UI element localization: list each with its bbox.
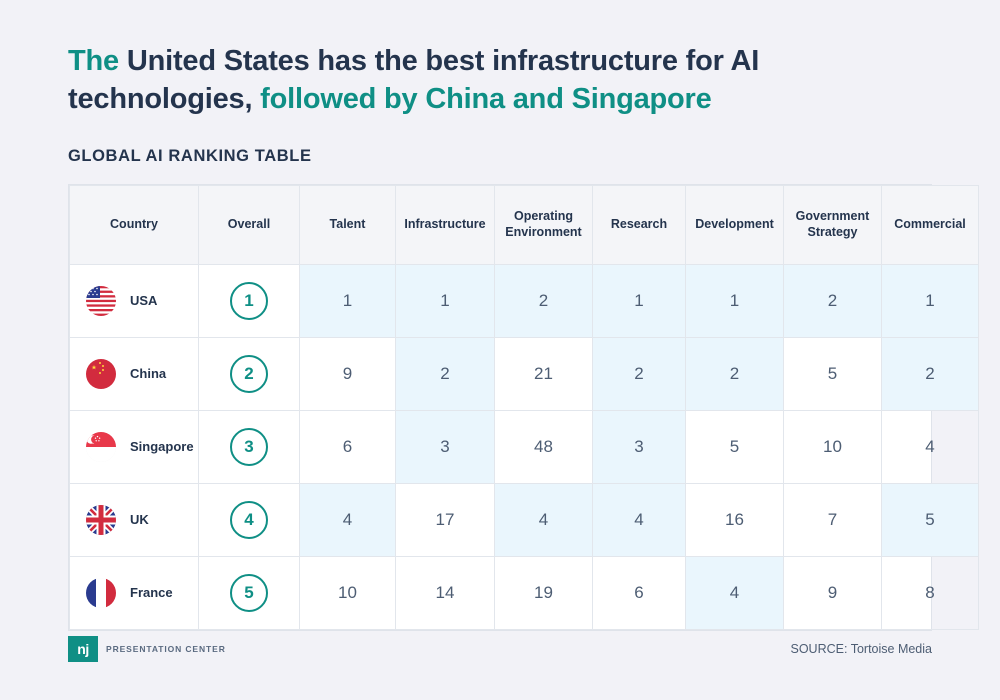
table-body — [70, 264, 979, 629]
overall-rank-badge: 4 — [230, 501, 268, 539]
talent-cell: 9 — [300, 337, 396, 410]
country-cell — [70, 264, 199, 337]
research-cell: 4 — [593, 483, 686, 556]
commercial-cell: 8 — [882, 556, 979, 629]
commercial-cell: 4 — [882, 410, 979, 483]
operating-environment-cell: 19 — [495, 556, 593, 629]
country-name: USA — [130, 293, 158, 309]
talent-cell: 1 — [300, 264, 396, 337]
research-cell: 6 — [593, 556, 686, 629]
operating-environment-cell: 2 — [495, 264, 593, 337]
development-cell: 5 — [686, 410, 784, 483]
column-header-overall: Overall — [199, 185, 300, 264]
flag-usa-icon — [86, 286, 116, 316]
country-cell — [70, 556, 199, 629]
overall-rank-cell — [199, 264, 300, 337]
table-row — [70, 337, 979, 410]
operating-environment-cell: 4 — [495, 483, 593, 556]
column-header-infrastructure: Infrastructure — [396, 185, 495, 264]
column-header-research: Research — [593, 185, 686, 264]
table-header-row — [70, 185, 979, 264]
government-strategy-cell: 10 — [784, 410, 882, 483]
table-header — [70, 185, 979, 264]
research-cell: 3 — [593, 410, 686, 483]
government-strategy-cell: 7 — [784, 483, 882, 556]
overall-rank-cell — [199, 556, 300, 629]
logo-text: PRESENTATION CENTER — [106, 644, 226, 654]
table-row — [70, 483, 979, 556]
overall-rank-cell — [199, 410, 300, 483]
source-note: SOURCE: Tortoise Media — [790, 642, 932, 656]
infrastructure-cell: 1 — [396, 264, 495, 337]
column-header-operating-environment: Operating Environment — [495, 185, 593, 264]
infrastructure-cell: 3 — [396, 410, 495, 483]
table-row — [70, 556, 979, 629]
column-header-talent: Talent — [300, 185, 396, 264]
country-name: Singapore — [130, 439, 194, 455]
page-title — [68, 42, 932, 119]
country-name: UK — [130, 512, 149, 528]
talent-cell: 4 — [300, 483, 396, 556]
development-cell: 2 — [686, 337, 784, 410]
development-cell: 1 — [686, 264, 784, 337]
headline-accent-start: The — [68, 45, 119, 77]
development-cell: 4 — [686, 556, 784, 629]
commercial-cell: 5 — [882, 483, 979, 556]
research-cell: 2 — [593, 337, 686, 410]
country-cell — [70, 483, 199, 556]
country-name: China — [130, 366, 167, 382]
overall-rank-cell — [199, 337, 300, 410]
headline-accent-end: followed by China and Singapore — [252, 83, 712, 116]
column-header-country: Country — [70, 185, 199, 264]
operating-environment-cell: 48 — [495, 410, 593, 483]
country-cell — [70, 410, 199, 483]
ranking-table — [69, 185, 979, 630]
government-strategy-cell: 9 — [784, 556, 882, 629]
flag-china-icon — [86, 359, 116, 389]
operating-environment-cell: 21 — [495, 337, 593, 410]
research-cell: 1 — [593, 264, 686, 337]
country-name: France — [130, 585, 173, 601]
table-subtitle: GLOBAL AI RANKING TABLE — [68, 146, 312, 165]
commercial-cell: 2 — [882, 337, 979, 410]
overall-rank-cell — [199, 483, 300, 556]
footer — [68, 636, 932, 662]
talent-cell: 6 — [300, 410, 396, 483]
column-header-development: Development — [686, 185, 784, 264]
overall-rank-badge: 5 — [230, 574, 268, 612]
brand-logo — [68, 636, 226, 662]
table-row — [70, 410, 979, 483]
talent-cell: 10 — [300, 556, 396, 629]
development-cell: 16 — [686, 483, 784, 556]
country-cell — [70, 337, 199, 410]
ranking-table-container — [68, 184, 966, 631]
commercial-cell: 1 — [882, 264, 979, 337]
column-header-commercial: Commercial — [882, 185, 979, 264]
flag-uk-icon — [86, 505, 116, 535]
government-strategy-cell: 2 — [784, 264, 882, 337]
table-row — [70, 264, 979, 337]
overall-rank-badge: 1 — [230, 282, 268, 320]
logo-mark: nj — [68, 636, 98, 662]
flag-singapore-icon — [86, 432, 116, 462]
overall-rank-badge: 2 — [230, 355, 268, 393]
government-strategy-cell: 5 — [784, 337, 882, 410]
infrastructure-cell: 14 — [396, 556, 495, 629]
infrastructure-cell: 2 — [396, 337, 495, 410]
infrastructure-cell: 17 — [396, 483, 495, 556]
headline-main: United States has the best infrastructure for AI technologies, — [68, 45, 760, 116]
flag-france-icon — [86, 578, 116, 608]
column-header-government-strategy: Government Strategy — [784, 185, 882, 264]
overall-rank-badge: 3 — [230, 428, 268, 466]
